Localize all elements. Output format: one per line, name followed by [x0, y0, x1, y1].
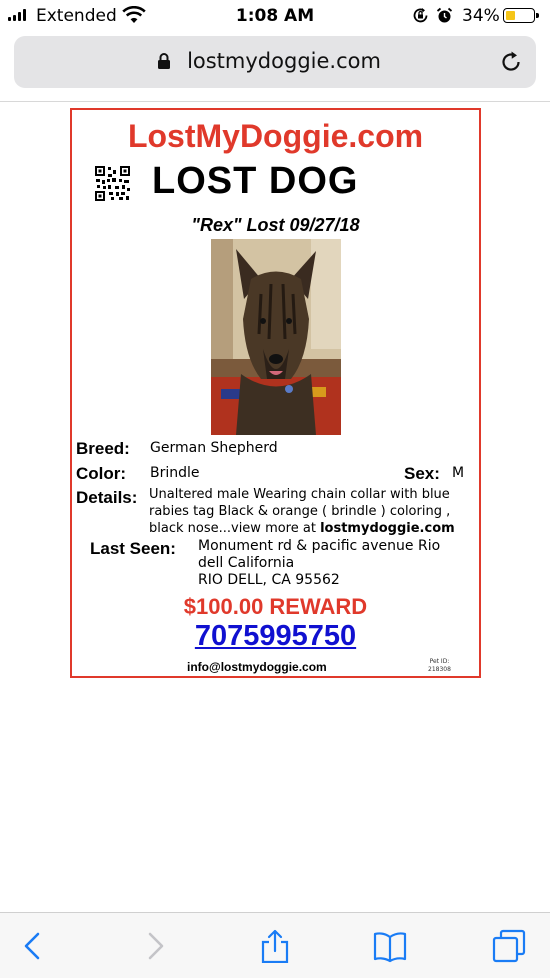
color-value: Brindle [150, 465, 200, 481]
share-icon[interactable] [258, 929, 292, 963]
pet-id-value: 218308 [428, 666, 451, 673]
toolbar-divider [0, 101, 550, 102]
sex-value: M [452, 465, 465, 481]
bookmarks-icon[interactable] [373, 929, 407, 963]
last-seen-label: Last Seen: [90, 539, 176, 558]
details-description: Unaltered male Wearing chain collar with blue rabies tag Black & orange ( brindle ) coloring , black nose...view more at [149, 487, 451, 536]
url-text[interactable]: lostmydoggie.com [187, 49, 381, 73]
qr-code-icon [94, 165, 131, 202]
address-bar[interactable] [14, 36, 536, 88]
alarm-icon [436, 7, 453, 24]
battery-percent: 34% [462, 6, 500, 26]
dog-photo [211, 239, 341, 435]
last-seen-location [198, 538, 458, 589]
pet-id [428, 658, 451, 674]
site-title[interactable]: LostMyDoggie.com [127, 118, 424, 154]
phone-link[interactable]: 7075995750 [194, 620, 357, 652]
rotation-lock-icon [412, 7, 429, 24]
back-icon[interactable] [16, 929, 50, 963]
sex-label: Sex: [404, 464, 440, 483]
lost-dog-heading: LOST DOG [152, 160, 359, 202]
breed-label: Breed: [76, 439, 130, 458]
reload-icon[interactable] [498, 49, 524, 75]
breed-value: German Shepherd [150, 440, 278, 456]
carrier-name: Extended [36, 6, 117, 26]
battery-icon [503, 8, 535, 23]
dog-name-date: "Rex" Lost 09/27/18 [191, 215, 360, 235]
status-bar [0, 0, 550, 32]
color-label: Color: [76, 464, 127, 483]
clock: 1:08 AM [235, 6, 315, 26]
details-label: Details: [76, 488, 138, 507]
last-seen-line: dell California [198, 555, 295, 571]
last-seen-line: RIO DELL, CA 95562 [198, 572, 340, 588]
email-text: info@lostmydoggie.com [187, 660, 327, 674]
browser-toolbar [0, 912, 550, 978]
pet-id-label: Pet ID: [429, 658, 450, 665]
reward-text: $100.00 REWARD [183, 594, 368, 619]
details-link[interactable]: lostmydoggie.com [320, 521, 455, 536]
lost-dog-flyer [70, 108, 481, 678]
last-seen-line: Monument rd & pacific avenue Rio [198, 538, 441, 554]
tabs-icon[interactable] [492, 929, 526, 963]
forward-icon[interactable] [138, 929, 172, 963]
details-text [149, 486, 469, 537]
